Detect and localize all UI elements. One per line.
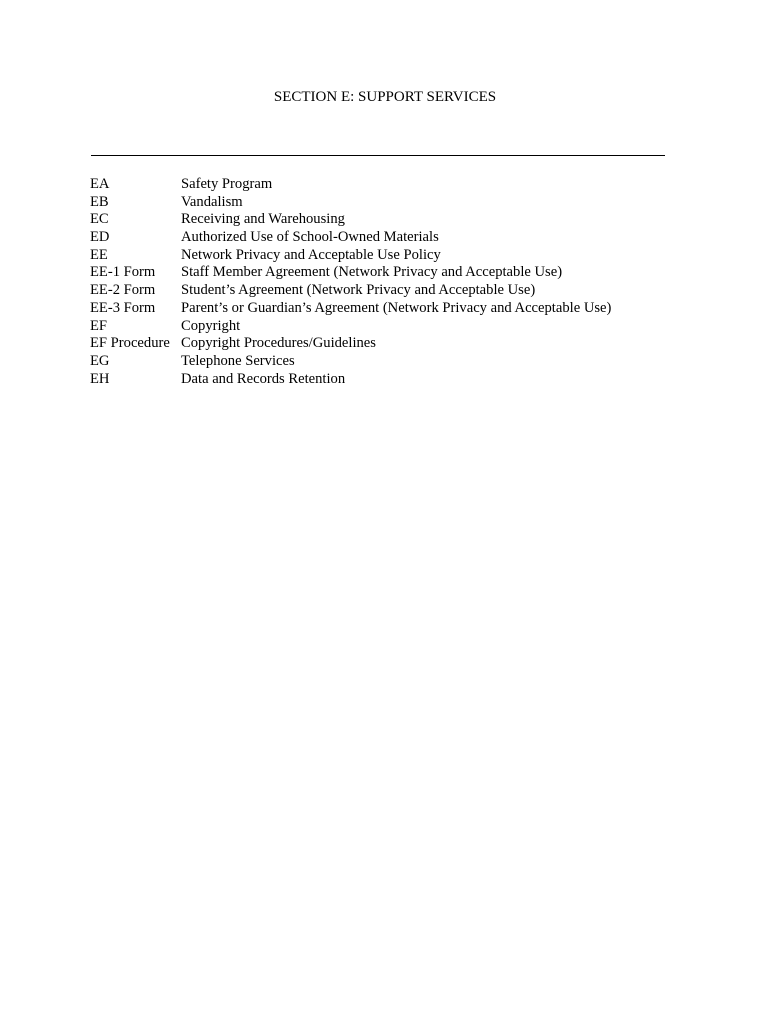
entry-title: Vandalism xyxy=(181,193,243,210)
index-entry-eh xyxy=(90,371,670,389)
entry-title: Receiving and Warehousing xyxy=(181,211,345,228)
index-entry-ee-3-form xyxy=(90,300,670,318)
entry-code: EE-3 Form xyxy=(90,299,156,316)
entry-title: Authorized Use of School-Owned Materials xyxy=(181,229,439,246)
horizontal-rule xyxy=(91,155,665,156)
entry-title: Staff Member Agreement (Network Privacy and Acceptable Use) xyxy=(181,264,563,281)
entry-code: EB xyxy=(90,193,109,210)
entry-title: Parent’s or Guardian’s Agreement (Network Privacy and Acceptable Use) xyxy=(181,299,612,316)
entry-title: Copyright xyxy=(181,317,241,334)
index-entry-eg xyxy=(90,353,670,371)
entry-title: Telephone Services xyxy=(181,352,295,369)
entry-code: EH xyxy=(90,370,110,387)
entry-code: EC xyxy=(90,211,109,228)
entry-code: EA xyxy=(90,176,110,192)
entry-code: EE-2 Form xyxy=(90,282,156,299)
entry-code: EF xyxy=(90,317,108,334)
entry-code: EF Procedure xyxy=(90,335,170,352)
index-entry-eb xyxy=(90,194,670,212)
entry-code: EG xyxy=(90,352,110,369)
entry-title: Safety Program xyxy=(181,176,273,192)
entry-title: Student’s Agreement (Network Privacy and Acceptable Use) xyxy=(181,282,536,299)
index-entry-ef xyxy=(90,318,670,336)
page-title: SECTION E: SUPPORT SERVICES xyxy=(273,89,497,105)
entry-title: Copyright Procedures/Guidelines xyxy=(181,335,376,352)
section-index xyxy=(90,176,670,388)
index-entry-ea xyxy=(90,176,670,194)
index-entry-ee xyxy=(90,247,670,265)
index-entry-ef-procedure xyxy=(90,335,670,353)
index-entry-ed xyxy=(90,229,670,247)
index-entry-ec xyxy=(90,211,670,229)
entry-title: Data and Records Retention xyxy=(181,370,346,387)
entry-code: EE-1 Form xyxy=(90,264,156,281)
entry-code: ED xyxy=(90,229,110,246)
index-entry-ee-1-form xyxy=(90,264,670,282)
entry-code: EE xyxy=(90,246,108,263)
index-entry-ee-2-form xyxy=(90,282,670,300)
entry-title: Network Privacy and Acceptable Use Policy xyxy=(181,246,441,263)
